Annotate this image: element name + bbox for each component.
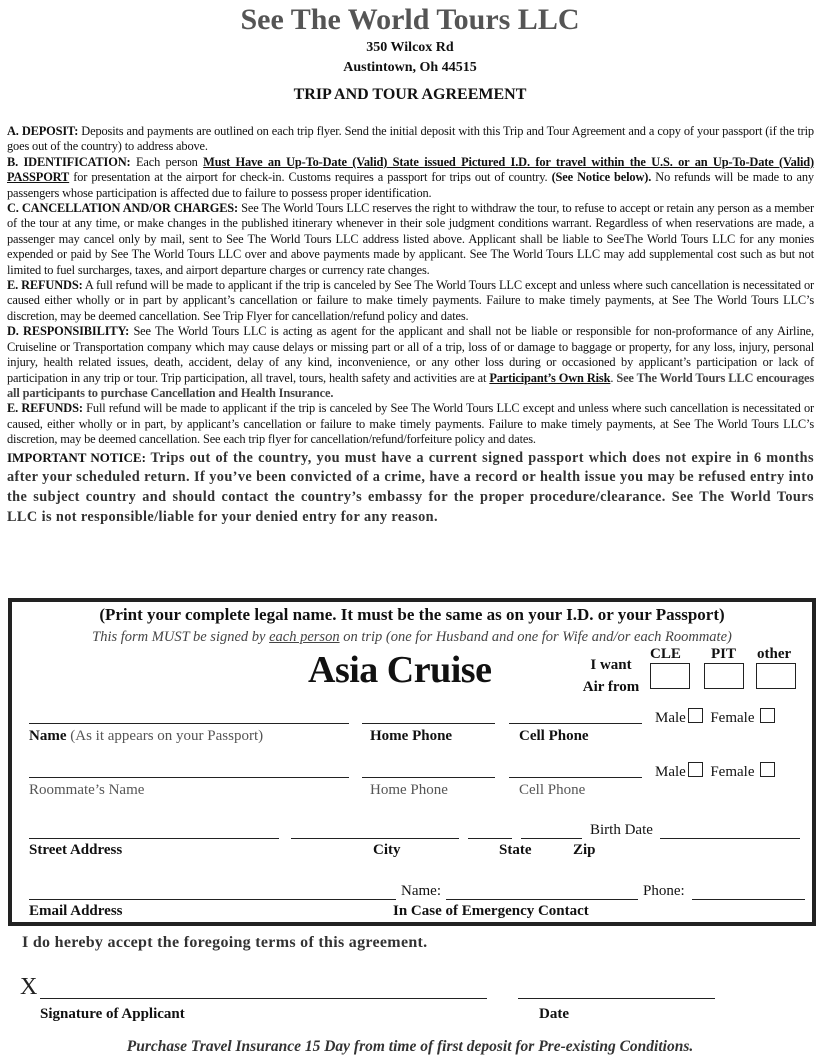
emergency-phone-field[interactable] xyxy=(692,899,805,900)
roommate-name-label: Roommate’s Name xyxy=(29,782,145,798)
insurance-encouragement: See The World Tours LLC encourages all participants to purchase Cancellation and Health Insurance. xyxy=(7,370,815,400)
female-label: Female xyxy=(710,710,755,726)
street-address: 350 Wilcox Rd xyxy=(366,40,454,55)
insurance-note: Purchase Travel Insurance 15 Day from time of first deposit for Pre-existing Conditions. xyxy=(126,1038,694,1055)
document-title: TRIP AND TOUR AGREEMENT xyxy=(293,86,527,103)
state-label: State xyxy=(499,842,532,858)
name-note: (As it appears on your Passport) xyxy=(70,728,264,744)
airport-box-cle[interactable] xyxy=(650,663,690,689)
term-refunds xyxy=(7,278,814,324)
date-field[interactable] xyxy=(518,998,715,999)
date-label: Date xyxy=(539,1006,569,1022)
sign-pre: This form MUST be signed by xyxy=(92,629,266,645)
term-text: Deposits and payments are outlined on each trip flyer. Send the initial deposit with this Trip and Tour Agreement and a copy of your passport (if the trip goes out of the country) to address above. xyxy=(7,124,814,154)
roommate-name-field[interactable] xyxy=(29,777,349,778)
term-identification xyxy=(7,155,814,201)
own-risk: Participant’s Own Risk xyxy=(489,370,611,385)
birth-date-field[interactable] xyxy=(660,838,800,839)
term-cancellation xyxy=(7,201,814,278)
airport-label-other: other xyxy=(757,646,792,662)
airport-label-pit: PIT xyxy=(711,646,737,662)
acceptance-statement: I do hereby accept the foregoing terms of this agreement. xyxy=(22,934,428,951)
emergency-contact-label: In Case of Emergency Contact xyxy=(393,903,589,919)
term-refunds-2 xyxy=(7,401,814,447)
term-title: E. REFUNDS: xyxy=(7,278,83,293)
term-text: Full refund will be made to applicant if the trip is canceled by See The World Tours LLC except and unless where such cancellation is necessitated or caused, either wholly or in part, by applicant’s cancellation or failure to make timely payments. Failure to make timely payments, at See The World Tours LLC’s discretion, may be deemed cancellation. See each trip flyer for cancellation/refund/forfeiture policy and dates. xyxy=(7,401,815,447)
term-deposit xyxy=(7,124,814,155)
email-field[interactable] xyxy=(29,899,396,900)
term-title: C. CANCELLATION AND/OR CHARGES: xyxy=(7,201,239,216)
female-checkbox[interactable] xyxy=(760,708,775,723)
email-address-label: Email Address xyxy=(29,903,123,919)
company-name: See The World Tours LLC xyxy=(240,3,580,36)
home-phone-field[interactable] xyxy=(362,723,495,724)
roommate-home-phone-field[interactable] xyxy=(362,777,495,778)
trip-name: Asia Cruise xyxy=(308,649,492,691)
roommate-cell-phone-label: Cell Phone xyxy=(519,782,586,798)
term-title: A. DEPOSIT: xyxy=(7,124,79,138)
airport-box-other[interactable] xyxy=(756,663,796,689)
zip-field[interactable] xyxy=(521,838,582,839)
term-title: E. REFUNDS: xyxy=(7,401,83,416)
name-field[interactable] xyxy=(29,723,349,724)
male-checkbox[interactable] xyxy=(688,708,703,723)
term-text: See The World Tours LLC is acting as agent for the applicant and shall not be liable or responsible for non-proformance of any Airline, Cruiseline or Transportation company which may cause delays or missing part or all of a trip, loss of or damage to baggage or property, for any loss, injury, personal injury, health related issues, death, accident, delay of any kind, inconvenience, or any other loss during or occasioned by applicant’s participation or lack of participation in any trip or tour. Trip participation, all travel, tours, health safety and activities are at xyxy=(7,324,814,385)
sign-each-person: each person xyxy=(269,629,340,645)
important-notice xyxy=(7,448,814,528)
male-label: Male xyxy=(655,764,686,780)
roommate-male-checkbox[interactable] xyxy=(688,762,703,777)
street-address-field[interactable] xyxy=(29,838,279,839)
roommate-cell-phone-field[interactable] xyxy=(509,777,642,778)
term-text: Each person xyxy=(135,154,198,169)
roommate-female-checkbox[interactable] xyxy=(760,762,775,777)
name-label xyxy=(29,728,263,745)
emergency-name-field[interactable] xyxy=(446,899,638,900)
terms-section xyxy=(7,124,814,528)
term-title: B. IDENTIFICATION: xyxy=(7,154,131,169)
street-address-label: Street Address xyxy=(29,842,123,858)
roommate-home-phone-label: Home Phone xyxy=(370,782,448,798)
airport-label-cle: CLE xyxy=(650,646,681,662)
cell-phone-label: Cell Phone xyxy=(519,728,589,744)
name-label-text: Name xyxy=(29,728,67,744)
female-label: Female xyxy=(710,764,755,780)
city-label: City xyxy=(373,842,401,858)
emergency-name-label: Name: xyxy=(401,883,441,899)
signature-x: X xyxy=(20,974,38,1000)
term-title: D. RESPONSIBILITY: xyxy=(7,324,130,339)
sign-post: on trip (one for Husband and one for Wife and/or each Roommate) xyxy=(343,629,732,645)
signature-label: Signature of Applicant xyxy=(40,1006,185,1022)
air-from-label xyxy=(572,654,650,698)
term-text: A full refund will be made to applicant if the trip is canceled by See The World Tours LLC except and unless where such cancellation is necessitated or caused either wholly or in part by applicant’s cancellation or failure to make timely payments. Failure to make timely payments, at See The World Tours LLC’s discretion, may be deemed cancellation. See Trip Flyer for cancellation/refund policy and dates. xyxy=(7,278,814,323)
term-text: for presentation at the airport for check-in. Customs requires a passport for trips out of country. xyxy=(73,170,548,185)
see-notice: (See Notice below). xyxy=(551,170,652,185)
gender-select xyxy=(655,708,775,727)
letterhead xyxy=(0,2,820,106)
signature-field[interactable] xyxy=(40,998,487,999)
cell-phone-field[interactable] xyxy=(509,723,642,724)
zip-label: Zip xyxy=(573,842,596,858)
roommate-gender-select xyxy=(655,762,775,781)
city-state-zip: Austintown, Oh 44515 xyxy=(343,60,477,75)
airport-box-pit[interactable] xyxy=(704,663,744,689)
notice-title: IMPORTANT NOTICE: xyxy=(7,449,146,465)
emergency-phone-label: Phone: xyxy=(643,883,685,899)
registration-form xyxy=(8,598,816,926)
print-instruction: (Print your complete legal name. It must be the same as on your I.D. or your Passport) xyxy=(99,605,725,624)
state-field[interactable] xyxy=(468,838,512,839)
sign-instruction xyxy=(12,629,812,646)
air-from-text: Air from xyxy=(582,679,640,695)
id-requirement: Must Have an Up-To-Date (Valid) State issued Pictured I.D. for travel within the U.S. or an Up-To-Date (Valid) PASSPORT xyxy=(7,154,815,185)
notice-text: Trips out of the country, you must have a current signed passport which does not expire in 6 months after your scheduled return. If you’ve been convicted of a crime, have a record or health issue you may be refused entry into the subject country and should contact the country’s embassy for the proper procedure/clearance. See The World Tours LLC is not responsible/liable for your denied entry for any reason. xyxy=(7,449,814,525)
term-text: No refunds will be made to any passengers whose participation is affected due to failure to possess proper identification. xyxy=(7,170,814,200)
male-label: Male xyxy=(655,710,686,726)
i-want-text: I want xyxy=(590,657,632,673)
home-phone-label: Home Phone xyxy=(370,728,453,744)
city-field[interactable] xyxy=(291,838,459,839)
term-text: See The World Tours LLC reserves the right to withdraw the tour, to refuse to accept or retain any person as a member of the tour at any time, or make changes in the published itinerary whenever in their sole judgment conditions warrant. Regardless of when reservations are made, a passenger may cancel only by mail, sent to See The World Tours LLC address listed above. Applicant shall be liable to SeeThe World Tours LLC for any monies expended or paid by See The World Tours LLC over and above payments made by applicant. See The World Tours LLC may add supplemental cost such as but not limited to fuel surcharges, taxes, and airport departure charges or currency rate changes. xyxy=(7,201,814,277)
birth-date-label: Birth Date xyxy=(590,822,653,838)
term-responsibility: D. RESPONSIBILITY: See The World Tours LLC is acting as agent for the applicant and shall not be liable or responsible for non-proformance of any Airline, Cruiseline or Transportation company which may cause delays or missing part or all of a trip, loss of or damage to baggage or property, for any loss, injury, personal injury, health related issues, death, accident, delay of any kind, inconvenience, or any other loss during or occasioned by applicant’s participation or lack of participation in any trip or tour. Trip participation, all travel, tours, health safety and activities are at Participant’s Own Risk. See The World Tours LLC encourages all participants to purchase Cancellation and Health Insurance. xyxy=(7,324,815,400)
